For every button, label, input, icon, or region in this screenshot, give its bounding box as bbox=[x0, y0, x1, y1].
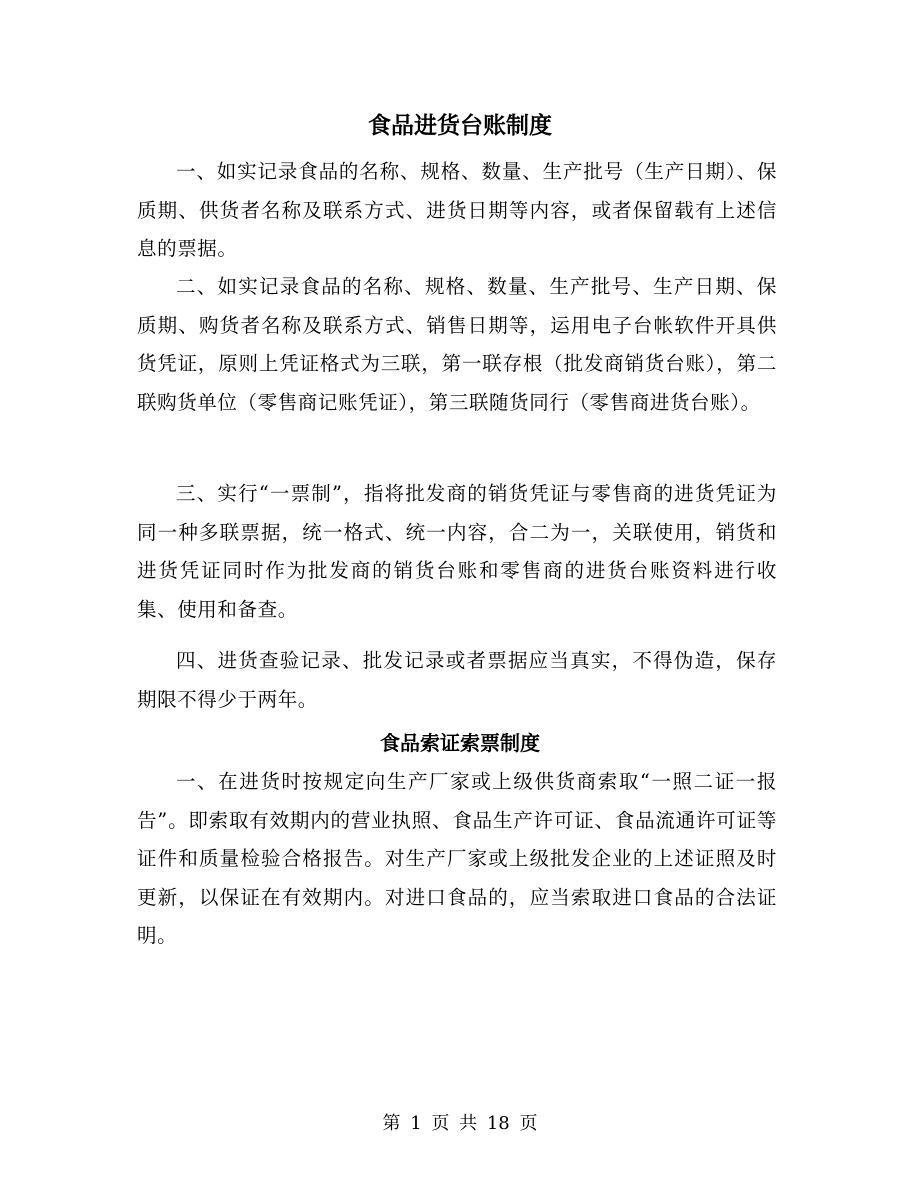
paragraph-1: 一、如实记录食品的名称、规格、数量、生产批号（生产日期）、保质期、供货者名称及联系方式、进货日期等内容，或者保留载有上述信息的票据。 bbox=[137, 160, 777, 260]
page-footer: 第 1 页 共 18 页 bbox=[382, 1113, 538, 1134]
paragraph-3: 三、实行“一票制”，指将批发商的销货凭证与零售商的进货凭证为同一种多联票据，统一格式、统一内容，合二为一，关联使用，销货和进货凭证同时作为批发商的销货台账和零售商的进货台账资料进行收集、使用和备查。 bbox=[137, 482, 777, 621]
document-title: 食品进货台账制度 bbox=[368, 112, 552, 139]
section-paragraph-1: 一、在进货时按规定向生产厂家或上级供货商索取“一照二证一报告”。即索取有效期内的营业执照、食品生产许可证、食品流通许可证等证件和质量检验合格报告。对生产厂家或上级批发企业的上述证照及时更新，以保证在有效期内。对进口食品的，应当索取进口食品的合法证明。 bbox=[137, 770, 777, 947]
paragraph-2: 二、如实记录食品的名称、规格、数量、生产批号、生产日期、保质期、购货者名称及联系方式、销售日期等，运用电子台帐软件开具供货凭证，原则上凭证格式为三联，第一联存根（批发商销货台账），第二联购货单位（零售商记账凭证），第三联随货同行（零售商进货台账）。 bbox=[137, 275, 777, 414]
paragraph-4: 四、进货查验记录、批发记录或者票据应当真实，不得伪造，保存期限不得少于两年。 bbox=[137, 649, 777, 711]
section-title: 食品索证索票制度 bbox=[380, 731, 540, 755]
